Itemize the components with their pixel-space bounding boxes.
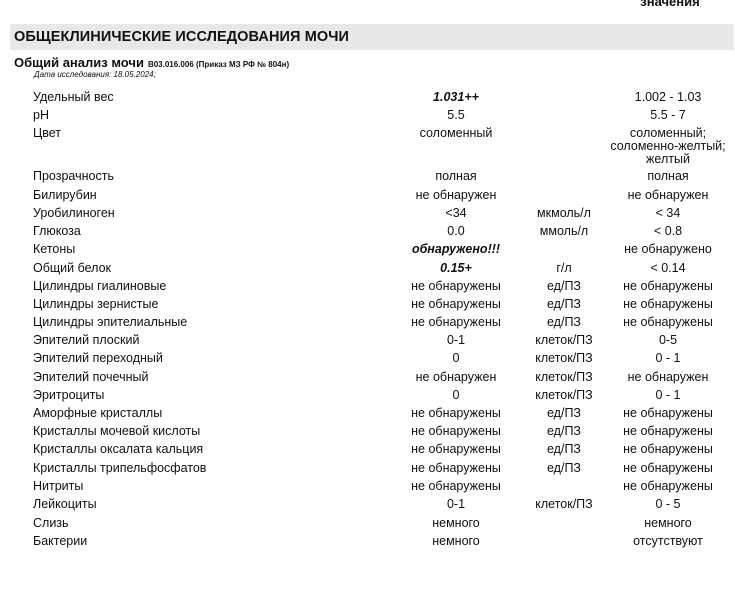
result-value: 1.031++ [433,90,479,104]
reference-range: полная [647,169,689,183]
reference-range: 0 - 5 [655,497,681,511]
unit-label: ед/ПЗ [547,297,581,311]
reference-range: не обнаружен [627,188,709,202]
reference-range: отсутствуют [633,534,703,548]
result-value: <34 [445,206,467,220]
parameter-name: Нитриты [33,479,84,493]
reference-range: < 0.14 [650,261,686,275]
parameter-name: Кристаллы трипельфосфатов [33,461,207,475]
test-date: Дата исследования: 18.05.2024; [34,70,156,79]
result-value: немного [432,534,480,548]
reference-range: соломенный; соломенно-желтый; желтый [610,126,726,166]
unit-label: клеток/ПЗ [535,370,593,384]
result-value: не обнаружены [411,315,501,329]
unit-label: г/л [556,261,572,275]
test-name: Общий анализ мочи [14,55,144,70]
result-value: не обнаружены [411,479,501,493]
unit-label: ед/ПЗ [547,315,581,329]
parameter-name: Глюкоза [33,224,81,238]
reference-range: не обнаружены [623,479,713,493]
reference-range: не обнаружен [627,370,709,384]
unit-label: ед/ПЗ [547,424,581,438]
result-value: не обнаружены [411,424,501,438]
section-title: ОБЩЕКЛИНИЧЕСКИЕ ИССЛЕДОВАНИЯ МОЧИ [14,29,350,45]
result-value: не обнаружены [411,406,501,420]
parameter-name: Цилиндры гиалиновые [33,279,167,293]
parameter-name: Аморфные кристаллы [33,406,163,420]
reference-column-header: значения [640,0,700,9]
reference-range: 5.5 - 7 [650,108,686,122]
reference-range: не обнаружены [623,315,713,329]
parameter-name: Прозрачность [33,169,114,183]
parameter-name: Эпителий переходный [33,351,163,365]
parameter-name: Кетоны [33,242,76,256]
result-value: не обнаружены [411,279,501,293]
parameter-name: Уробилиноген [33,206,115,220]
unit-label: ед/ПЗ [547,461,581,475]
result-value: 0.0 [447,224,465,238]
unit-label: клеток/ПЗ [535,497,593,511]
parameter-name: Эритроциты [33,388,105,402]
result-value: 0 [452,388,460,402]
test-code: B03.016.006 (Приказ МЗ РФ № 804н) [147,60,290,69]
reference-range: не обнаружены [623,461,713,475]
reference-range: не обнаружены [623,297,713,311]
parameter-name: Цилиндры зернистые [33,297,159,311]
parameter-name: Цвет [33,126,62,140]
parameter-name: Эпителий почечный [33,370,149,384]
unit-label: клеток/ПЗ [535,388,593,402]
result-value: 5.5 [447,108,465,122]
parameter-name: Эпителий плоский [33,333,140,347]
result-value: 0 [452,351,460,365]
result-value: 0-1 [446,333,466,347]
parameter-name: Цилиндры эпителиальные [33,315,188,329]
parameter-name: pH [33,108,49,122]
parameter-name: Лейкоциты [33,497,97,511]
reference-range: < 0.8 [653,224,683,238]
result-value: не обнаружен [415,188,497,202]
parameter-name: Кристаллы мочевой кислоты [33,424,201,438]
result-value: 0.15+ [440,261,472,275]
reference-range: не обнаружено [624,242,712,256]
result-value: соломенный [419,126,493,140]
reference-range: < 34 [655,206,681,220]
result-value: не обнаружены [411,442,501,456]
parameter-name: Удельный вес [33,90,114,104]
parameter-name: Билирубин [33,188,97,202]
reference-range: не обнаружены [623,442,713,456]
reference-range: не обнаружены [623,279,713,293]
unit-label: клеток/ПЗ [535,351,593,365]
unit-label: ед/ПЗ [547,279,581,293]
unit-label: ед/ПЗ [547,406,581,420]
reference-range: 1.002 - 1.03 [634,90,702,104]
unit-label: ед/ПЗ [547,442,581,456]
parameter-name: Слизь [33,516,69,530]
reference-range: 0 - 1 [655,351,681,365]
reference-range: 0 - 1 [655,388,681,402]
unit-label: ммоль/л [539,224,589,238]
reference-range: немного [644,516,692,530]
result-value: обнаружено!!! [411,242,501,256]
result-value: не обнаружен [415,370,497,384]
result-value: полная [435,169,477,183]
unit-label: мкмоль/л [537,206,591,220]
result-value: 0-1 [446,497,466,511]
parameter-name: Кристаллы оксалата кальция [33,442,204,456]
reference-range: 0-5 [658,333,678,347]
unit-label: клеток/ПЗ [535,333,593,347]
reference-range: не обнаружены [623,424,713,438]
result-value: немного [432,516,480,530]
result-value: не обнаружены [411,461,501,475]
parameter-name: Общий белок [33,261,112,275]
reference-range: не обнаружены [623,406,713,420]
result-value: не обнаружены [411,297,501,311]
parameter-name: Бактерии [33,534,88,548]
